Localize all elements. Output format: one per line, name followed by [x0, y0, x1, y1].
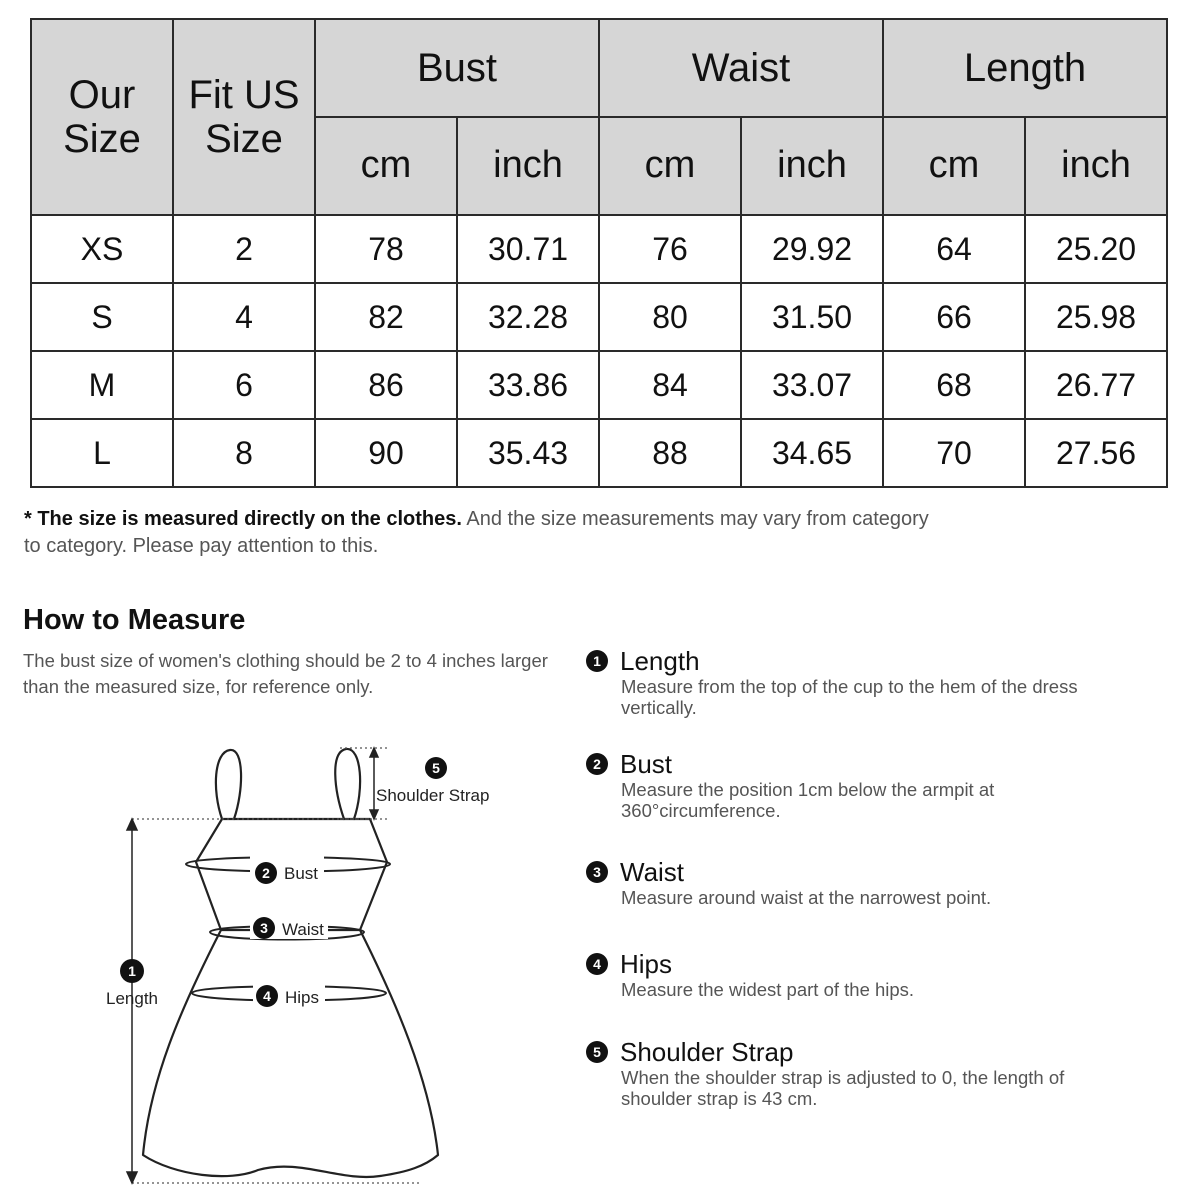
header-unit: cm [599, 117, 741, 215]
table-cell: 35.43 [457, 419, 599, 487]
instruction-description: Measure the position 1cm below the armpit at 360°circumference. [621, 779, 995, 821]
number-badge-icon: 1 [586, 650, 608, 672]
number-badge-icon: 4 [586, 953, 608, 975]
table-row [31, 419, 1167, 487]
table-cell: XS [31, 215, 173, 283]
instruction-description: Measure around waist at the narrowest point. [621, 887, 992, 908]
instruction-title: Waist [620, 857, 685, 887]
header-fit-us-size: Fit US Size [173, 19, 315, 215]
header-unit: cm [883, 117, 1025, 215]
instruction-description: Measure the widest part of the hips. [621, 979, 915, 1000]
header-unit: cm [315, 117, 457, 215]
header-length: Length [883, 19, 1167, 117]
hips-label: Hips [285, 988, 320, 1007]
size-note-bold: * The size is measured directly on the clothes. [24, 508, 462, 530]
table-cell: 88 [599, 419, 741, 487]
length-label: Length [106, 989, 158, 1008]
header-waist: Waist [599, 19, 883, 117]
table-cell: 25.20 [1025, 215, 1167, 283]
table-cell: 6 [173, 351, 315, 419]
number-4: 4 [263, 988, 271, 1004]
number-badge-icon: 3 [586, 861, 608, 883]
left-strap-icon [216, 750, 241, 819]
number-badge-icon: 5 [586, 1041, 608, 1063]
table-cell: 31.50 [741, 283, 883, 351]
dress-diagram [0, 730, 540, 1200]
header-unit: inch [457, 117, 599, 215]
number-5: 5 [432, 760, 440, 776]
bust-label: Bust [284, 864, 319, 883]
header-bust: Bust [315, 19, 599, 117]
table-cell: 80 [599, 283, 741, 351]
table-cell: 76 [599, 215, 741, 283]
table-cell: 78 [315, 215, 457, 283]
table-cell: 27.56 [1025, 419, 1167, 487]
number-badge-icon: 2 [586, 753, 608, 775]
size-note-text: And the size measurements may vary from category to category. Please pay attention to this. [24, 508, 929, 557]
table-row [31, 351, 1167, 419]
how-to-measure-title: How to Measure [23, 604, 246, 636]
number-3: 3 [260, 920, 268, 936]
number-1: 1 [128, 963, 136, 979]
shoulder-strap-label: Shoulder Strap [376, 786, 490, 805]
size-chart-table [30, 18, 1168, 488]
skirt-outline [143, 930, 438, 1177]
table-cell: 64 [883, 215, 1025, 283]
table-cell: 90 [315, 419, 457, 487]
waist-label: Waist [282, 920, 324, 939]
table-cell: 68 [883, 351, 1025, 419]
table-cell: 34.65 [741, 419, 883, 487]
table-row [31, 283, 1167, 351]
table-cell: S [31, 283, 173, 351]
table-cell: 84 [599, 351, 741, 419]
table-cell: L [31, 419, 173, 487]
table-cell: 66 [883, 283, 1025, 351]
table-cell: 26.77 [1025, 351, 1167, 419]
table-cell: 25.98 [1025, 283, 1167, 351]
table-cell: 2 [173, 215, 315, 283]
how-to-measure-description: The bust size of women's clothing should be 2 to 4 inches larger than the measured size, for reference only. [23, 650, 548, 697]
header-unit: inch [1025, 117, 1167, 215]
table-cell: 8 [173, 419, 315, 487]
table-cell: 82 [315, 283, 457, 351]
table-cell: 30.71 [457, 215, 599, 283]
header-our-size: Our Size [31, 19, 173, 215]
table-row [31, 215, 1167, 283]
instruction-description: When the shoulder strap is adjusted to 0, the length of shoulder strap is 43 cm. [621, 1067, 1065, 1109]
instruction-title: Shoulder Strap [620, 1037, 794, 1067]
right-strap-icon [335, 749, 360, 819]
table-cell: 29.92 [741, 215, 883, 283]
table-cell: 4 [173, 283, 315, 351]
instruction-description: Measure from the top of the cup to the hem of the dress vertically. [621, 676, 1078, 718]
number-2: 2 [262, 865, 270, 881]
instruction-title: Bust [620, 749, 673, 779]
size-note [24, 506, 944, 560]
table-cell: M [31, 351, 173, 419]
header-unit: inch [741, 117, 883, 215]
table-cell: 33.07 [741, 351, 883, 419]
table-cell: 70 [883, 419, 1025, 487]
table-cell: 86 [315, 351, 457, 419]
table-cell: 33.86 [457, 351, 599, 419]
table-cell: 32.28 [457, 283, 599, 351]
instruction-title: Length [620, 646, 700, 676]
instruction-title: Hips [620, 949, 673, 979]
